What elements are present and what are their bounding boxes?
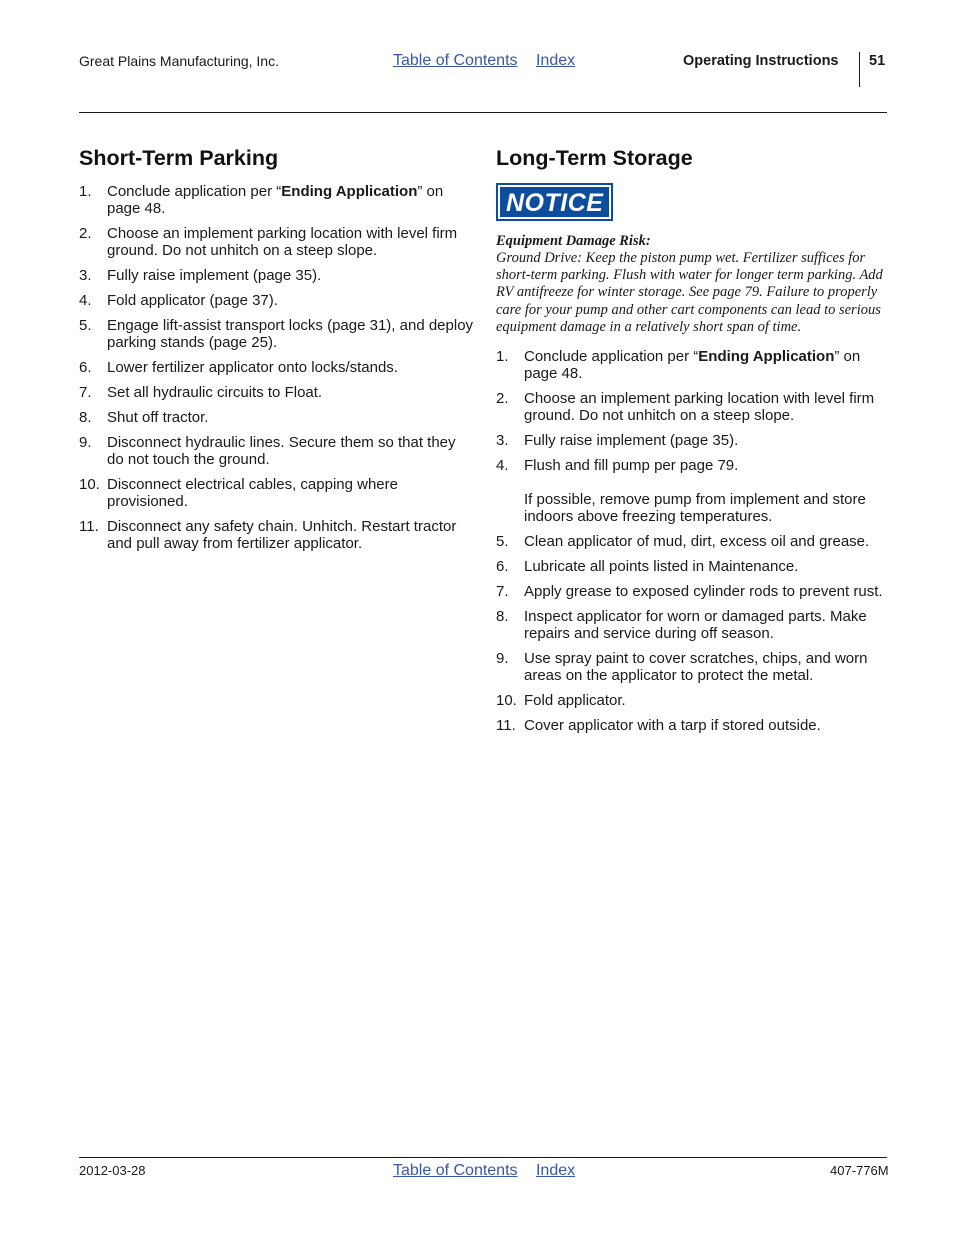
list-item bbox=[496, 390, 888, 424]
company-name: Great Plains Manufacturing, Inc. bbox=[79, 53, 279, 69]
list-item bbox=[79, 359, 474, 376]
step-number: 7. bbox=[496, 583, 509, 601]
long-term-heading: Long-Term Storage bbox=[496, 146, 693, 170]
step-text: Cover applicator with a tarp if stored outside. bbox=[524, 717, 821, 735]
header-links bbox=[393, 52, 589, 70]
step-text: Disconnect hydraulic lines. Secure them so that they do not touch the ground. bbox=[107, 434, 456, 468]
index-link[interactable]: Index bbox=[535, 52, 576, 69]
list-item bbox=[496, 533, 888, 550]
short-term-section bbox=[79, 146, 474, 560]
step-number: 1. bbox=[496, 348, 509, 366]
step-text: Engage lift-assist transport locks (page 31), and deploy parking stands (page 25). bbox=[107, 317, 474, 351]
step-text: Use spray paint to cover scratches, chips, and worn areas on the applicator to protect the metal. bbox=[524, 650, 868, 685]
step-number: 11. bbox=[79, 518, 99, 535]
list-item bbox=[79, 267, 474, 284]
notice-title: Equipment Damage Risk: bbox=[496, 233, 651, 249]
step-text: Lubricate all points listed in Maintenance. bbox=[524, 558, 799, 576]
step-text: Shut off tractor. bbox=[107, 409, 209, 426]
step-number: 9. bbox=[496, 650, 509, 668]
long-term-section bbox=[496, 146, 888, 742]
short-term-heading: Short-Term Parking bbox=[79, 146, 279, 170]
step-text: Clean applicator of mud, dirt, excess oil and grease. bbox=[524, 533, 870, 551]
section-title: Operating Instructions bbox=[683, 53, 839, 69]
step-number: 5. bbox=[496, 533, 509, 551]
step-number: 6. bbox=[79, 359, 92, 376]
step-text: Choose an implement parking location with level firm ground. Do not unhitch on a steep slope. bbox=[524, 390, 875, 425]
step-number: 7. bbox=[79, 384, 92, 401]
step-number: 2. bbox=[496, 390, 509, 408]
footer-doc-number: 407-776M bbox=[830, 1163, 889, 1178]
step-emphasis: Ending Application bbox=[281, 183, 418, 200]
list-item bbox=[79, 409, 474, 426]
list-item bbox=[496, 650, 888, 684]
step-text: Flush and fill pump per page 79. bbox=[524, 457, 739, 475]
step-text: Fold applicator. bbox=[524, 692, 626, 710]
footer-links bbox=[393, 1162, 589, 1180]
list-item bbox=[79, 434, 474, 468]
list-item bbox=[496, 558, 888, 575]
notice-badge: NOTICE bbox=[498, 185, 611, 219]
list-item bbox=[496, 457, 888, 525]
step-number: 4. bbox=[496, 457, 509, 475]
long-term-steps bbox=[496, 348, 888, 734]
step-text: Choose an implement parking location with level firm ground. Do not unhitch on a steep slope. bbox=[107, 225, 458, 259]
footer-date: 2012-03-28 bbox=[79, 1163, 146, 1178]
step-number: 8. bbox=[496, 608, 509, 626]
header-divider bbox=[859, 52, 860, 87]
step-number: 9. bbox=[79, 434, 92, 451]
step-text: Set all hydraulic circuits to Float. bbox=[107, 384, 323, 401]
short-term-steps bbox=[79, 183, 474, 552]
step-number: 10. bbox=[496, 692, 517, 710]
list-item bbox=[79, 225, 474, 259]
step-text: Fully raise implement (page 35). bbox=[107, 267, 322, 284]
notice-body: Ground Drive: Keep the piston pump wet. Fertilizer suffices for short-term parking. Flush with water for longer term parking. Add RV antifreeze for winter storage. See page 79. Failure to properly care for your pump and other cart components can lead to serious equipment damage in a relatively short span of time. bbox=[496, 250, 883, 335]
step-text: Fold applicator (page 37). bbox=[107, 292, 278, 309]
step-number: 5. bbox=[79, 317, 92, 334]
step-text: Lower fertilizer applicator onto locks/stands. bbox=[107, 359, 398, 376]
list-item bbox=[496, 608, 888, 642]
step-number: 1. bbox=[79, 183, 92, 200]
list-item bbox=[79, 292, 474, 309]
list-item bbox=[496, 432, 888, 449]
step-text: Conclude application per “ bbox=[524, 348, 699, 366]
step-text: Fully raise implement (page 35). bbox=[524, 432, 739, 450]
list-item bbox=[496, 717, 888, 734]
step-text: Disconnect any safety chain. Unhitch. Restart tractor and pull away from fertilizer applicator. bbox=[107, 518, 457, 552]
top-rule bbox=[79, 112, 887, 113]
step-number: 3. bbox=[79, 267, 92, 284]
step-text: Conclude application per “ bbox=[107, 183, 282, 200]
list-item bbox=[496, 583, 888, 600]
step-text: Apply grease to exposed cylinder rods to prevent rust. bbox=[524, 583, 883, 601]
step-text: Inspect applicator for worn or damaged parts. Make repairs and service during off season. bbox=[524, 608, 867, 643]
list-item bbox=[79, 317, 474, 351]
list-item bbox=[79, 183, 474, 217]
step-note: If possible, remove pump from implement and store indoors above freezing temperatures. bbox=[524, 491, 866, 526]
step-number: 8. bbox=[79, 409, 92, 426]
list-item bbox=[79, 476, 474, 510]
list-item bbox=[496, 692, 888, 709]
bottom-rule bbox=[79, 1157, 887, 1158]
footer-toc-link[interactable]: Table of Contents bbox=[393, 1162, 518, 1179]
list-item bbox=[496, 348, 888, 382]
toc-link[interactable]: Table of Contents bbox=[393, 52, 518, 69]
step-number: 3. bbox=[496, 432, 509, 450]
step-text: ” on page 48. bbox=[524, 348, 861, 383]
step-number: 6. bbox=[496, 558, 509, 576]
footer-index-link[interactable]: Index bbox=[535, 1162, 576, 1179]
step-number: 11. bbox=[496, 717, 516, 735]
step-emphasis: Ending Application bbox=[698, 348, 835, 366]
step-number: 10. bbox=[79, 476, 100, 493]
step-number: 4. bbox=[79, 292, 92, 309]
step-text: ” on page 48. bbox=[107, 183, 444, 217]
step-text: Disconnect electrical cables, capping where provisioned. bbox=[107, 476, 398, 510]
page-number: 51 bbox=[869, 53, 886, 69]
step-number: 2. bbox=[79, 225, 92, 242]
list-item bbox=[79, 518, 474, 552]
list-item bbox=[79, 384, 474, 401]
